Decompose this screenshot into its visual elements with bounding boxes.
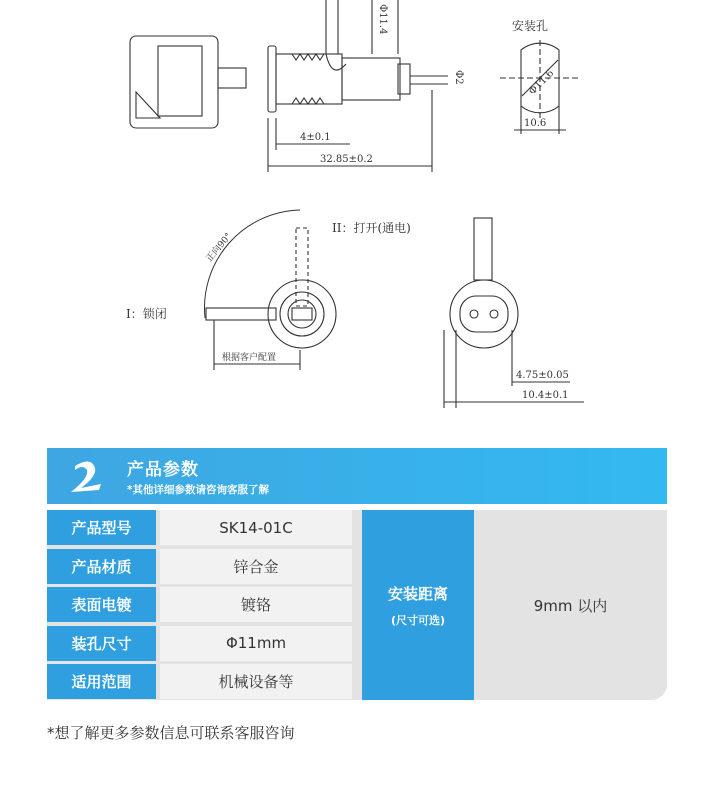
mount-hole-dia-label: Φ11.6 (526, 67, 557, 98)
spec-value: 机械设备等 (160, 664, 352, 699)
spec-value: 锌合金 (160, 549, 352, 584)
spec-key: 表面电镀 (47, 587, 156, 622)
mount-distance-key (362, 510, 474, 700)
spec-key: 产品型号 (47, 510, 156, 545)
spec-row (47, 587, 352, 622)
key-head (130, 36, 218, 128)
shaft-dia-label: Φ2 (453, 70, 464, 85)
mount-hole-flat-label: 10.6 (524, 118, 547, 129)
custom-config-note: 根据客户配置 (222, 353, 277, 363)
spec-row (47, 549, 352, 584)
rotation-label: 正向90° (204, 231, 235, 264)
dim-a-label: 4.75±0.05 (516, 370, 569, 381)
flange-dim-label: 4±0.1 (300, 132, 331, 143)
dim-b-label: 10.4±0.1 (522, 390, 569, 401)
banner-subtitle: *其他详细参数请咨询客服了解 (127, 484, 269, 496)
footer-note: *想了解更多参数信息可联系客服咨询 (47, 724, 295, 742)
brand-swoosh-icon (69, 458, 109, 494)
spec-key: 适用范围 (47, 664, 156, 699)
mount-distance-note: (尺寸可选) (390, 613, 446, 627)
pos-lock-label: I：锁闭 (126, 307, 167, 321)
spec-table (47, 510, 667, 700)
spec-key: 装孔尺寸 (47, 626, 156, 661)
spec-row (47, 664, 352, 699)
lock-flange (268, 46, 276, 112)
spec-value: Φ11mm (160, 626, 352, 661)
params-banner (47, 448, 667, 504)
spec-row (47, 510, 352, 545)
mount-hole-title: 安装孔 (512, 19, 549, 33)
pos-open-label: II：打开(通电) (332, 221, 411, 235)
mount-distance-value: 9mm 以内 (474, 510, 667, 700)
spec-value: SK14-01C (160, 510, 352, 545)
spec-row (47, 626, 352, 661)
spec-key: 产品材质 (47, 549, 156, 584)
banner-title: 产品参数 (127, 460, 199, 480)
body-dia-label: Φ11.4 (377, 4, 388, 35)
lock-body (276, 54, 342, 104)
lock-face-left (268, 280, 336, 348)
total-length-label: 32.85±0.2 (320, 154, 373, 165)
mount-distance-label: 安装距离 (387, 584, 448, 603)
spec-value: 镀铬 (160, 587, 352, 622)
